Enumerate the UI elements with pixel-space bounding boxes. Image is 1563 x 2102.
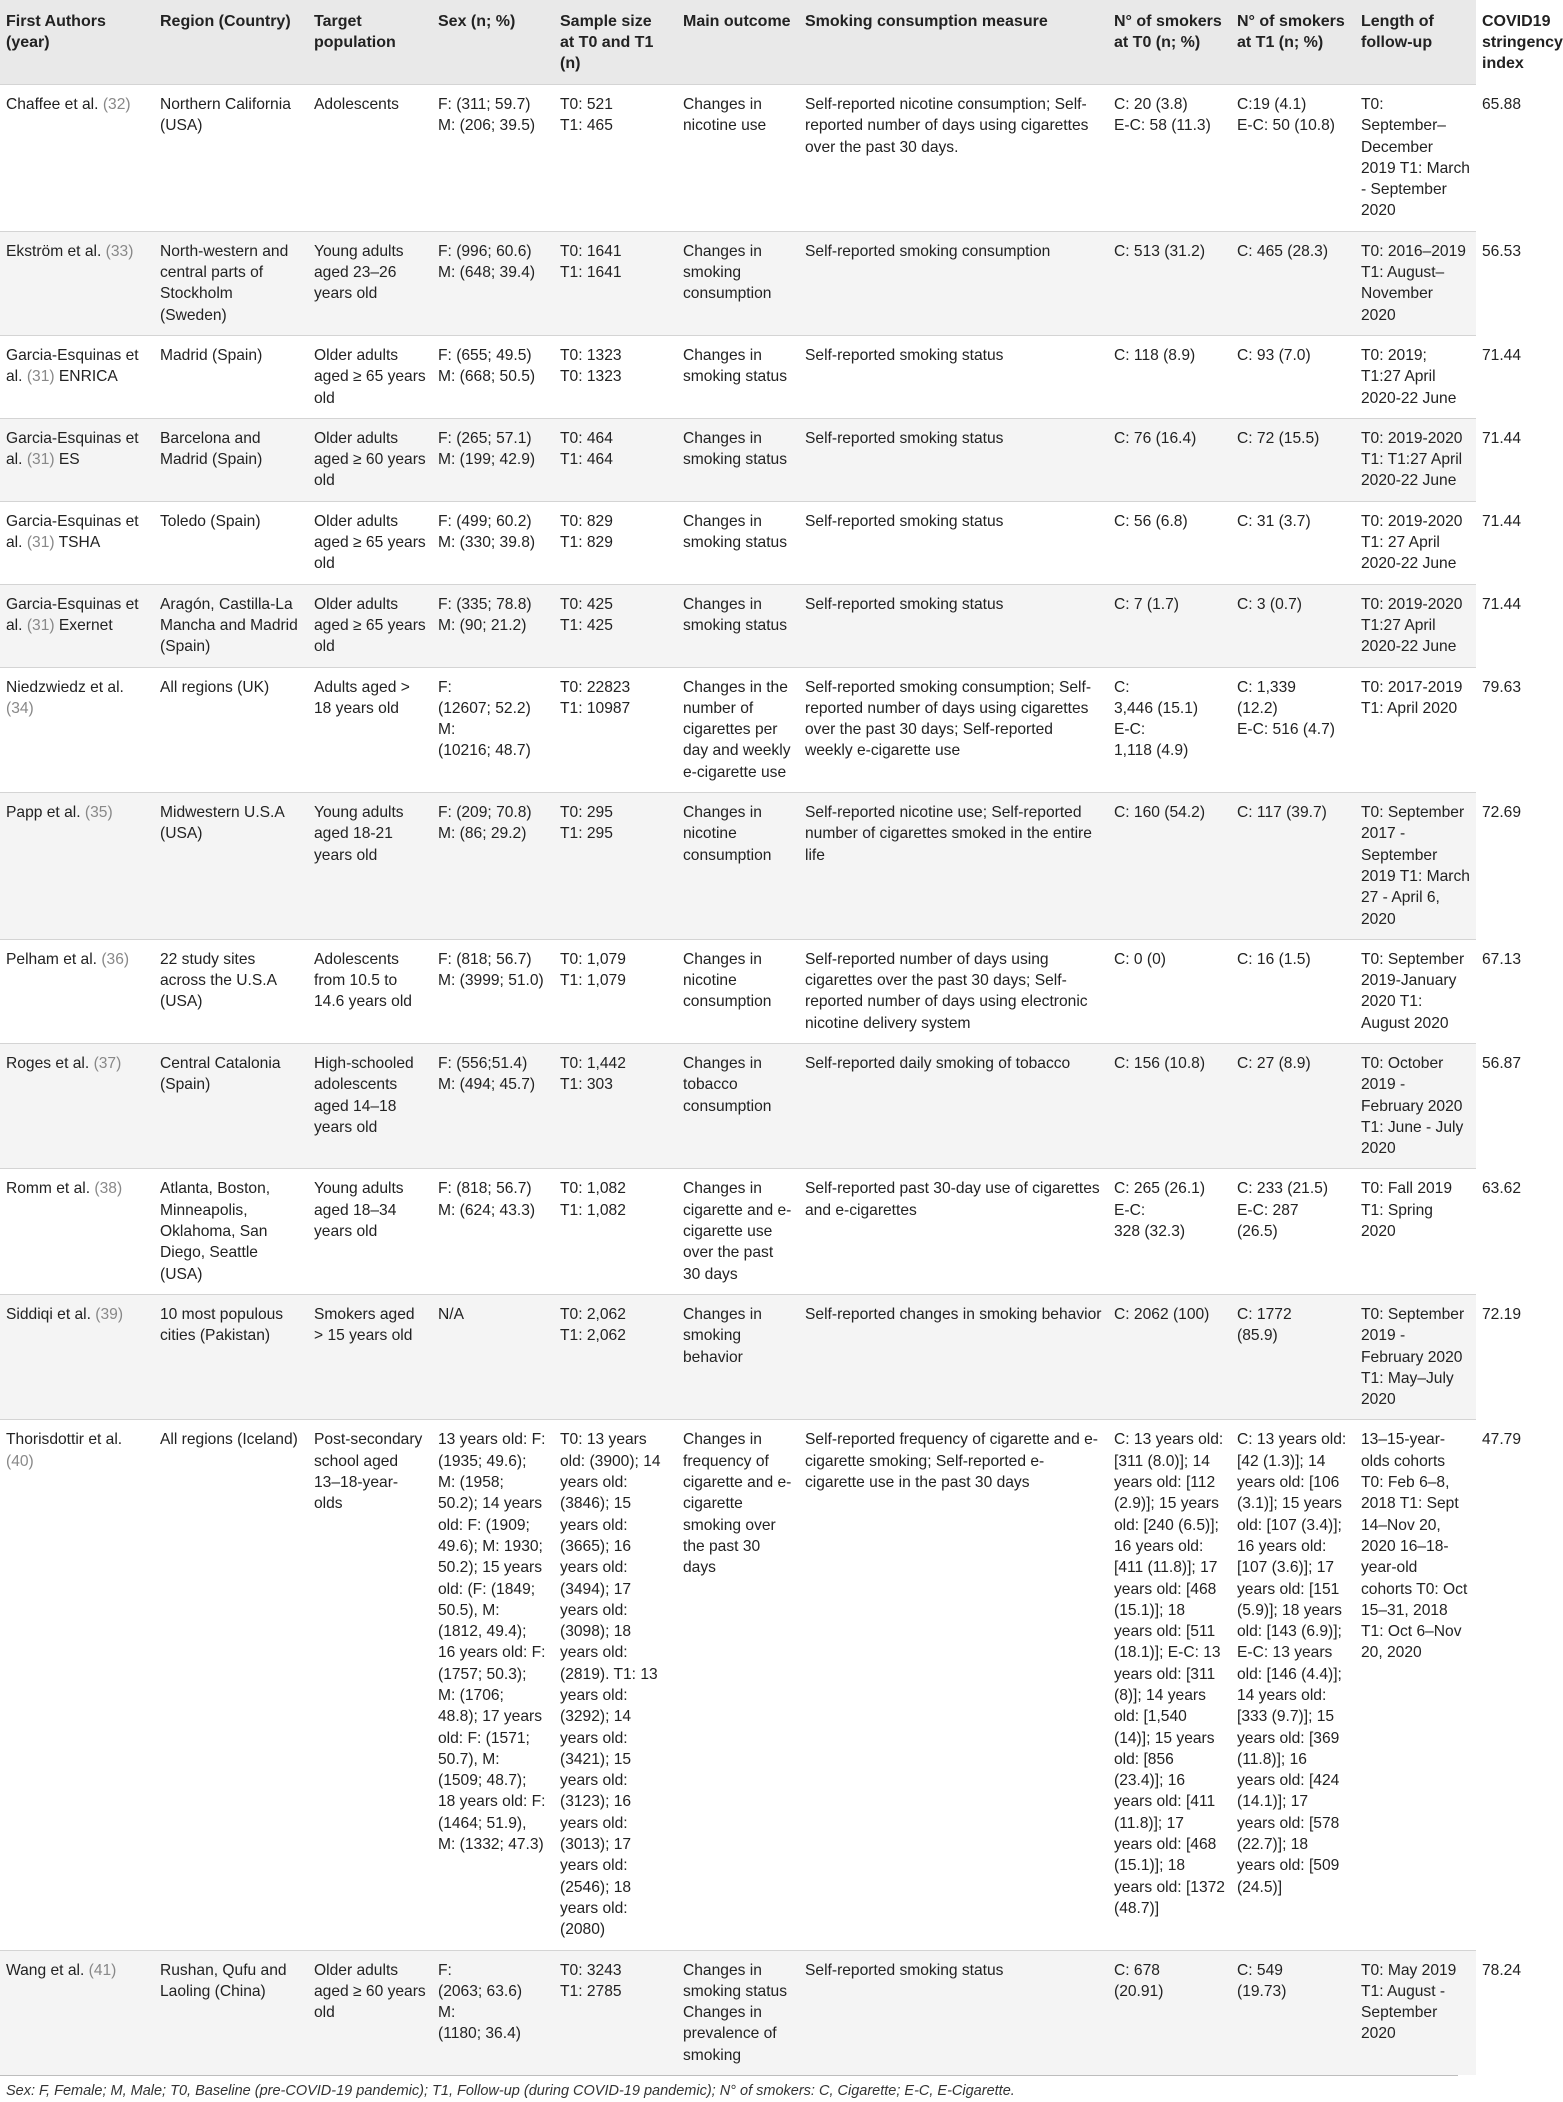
smokers-t1-cell: C: 3 (0.7) (1231, 584, 1355, 667)
outcome-cell: Changes in nicotine consumption (677, 939, 799, 1043)
region-cell: Toledo (Spain) (154, 501, 308, 584)
smokers-t1-cell: C: 117 (39.7) (1231, 793, 1355, 940)
reference-number: (39) (95, 1305, 124, 1323)
table-row: Garcia-Esquinas et al. (31) ENRICA Madrid (Spain) Older adults aged ≥ 65 years old F: (655; 49.5) M: (668; 50.5) T0: 1323 T0: 1323 Changes in smoking status Self-reported smoking status C: 118 (8.9) C: 93 (7.0) T0: 2019; T1:27 April 2020-22 June 71.44 (0, 335, 1476, 418)
region-cell: Atlanta, Boston, Minneapolis, Oklahoma, San Diego, Seattle (USA) (154, 1169, 308, 1294)
table-row: Roges et al. (37) Central Catalonia (Spain) High-schooled adolescents aged 14–18 years old F: (556;51.4) M: (494; 45.7) T0: 1,442 T1: 303 Changes in tobacco consumption Self-reported daily smoking of tobacco C: 156 (10.8) C: 27 (8.9) T0: October 2019 - February 2020 T1: June - July 2020 56.87 (0, 1043, 1476, 1168)
smokers-t1-cell: C: 31 (3.7) (1231, 501, 1355, 584)
sex-cell: F: (12607; 52.2) M: (10216; 48.7) (432, 667, 554, 792)
outcome-cell: Changes in smoking status (677, 418, 799, 501)
column-header: Sex (n; %) (432, 0, 554, 85)
cohort-name: Exernet (58, 616, 113, 634)
sample-size-cell: T0: 295 T1: 295 (554, 793, 677, 940)
reference-number: (35) (84, 804, 113, 822)
follow-up-cell: T0: September 2019-January 2020 T1: August 2020 (1355, 939, 1476, 1043)
reference-number: (34) (6, 699, 34, 717)
measure-cell: Self-reported nicotine consumption; Self-reported number of days using cigarettes over the past 30 days. (799, 85, 1108, 232)
sample-size-cell: T0: 22823 T1: 10987 (554, 667, 677, 792)
reference-number: (38) (94, 1180, 123, 1198)
smokers-t1-cell: C: 93 (7.0) (1231, 335, 1355, 418)
table-row: Papp et al. (35) Midwestern U.S.A (USA) Young adults aged 18-21 years old F: (209; 70.8) M: (86; 29.2) T0: 295 T1: 295 Changes in nicotine consumption Self-reported nicotine use; Self-reported number of cigarettes smoked in the entire life C: 160 (54.2) C: 117 (39.7) T0: September 2017 - September 2019 T1: March 27 - April 6, 2020 72.69 (0, 793, 1476, 940)
population-cell: Young adults aged 18-21 years old (308, 793, 432, 940)
measure-cell: Self-reported daily smoking of tobacco (799, 1043, 1108, 1168)
column-header: Length of follow-up (1355, 0, 1476, 85)
table-body (0, 85, 1522, 2076)
smokers-t0-cell: C: 156 (10.8) (1108, 1043, 1231, 1168)
sex-cell: F: (818; 56.7) M: (624; 43.3) (432, 1169, 554, 1294)
smokers-t1-cell: C:19 (4.1) E-C: 50 (10.8) (1231, 85, 1355, 232)
sample-size-cell: T0: 829 T1: 829 (554, 501, 677, 584)
outcome-cell: Changes in cigarette and e-cigarette use over the past 30 days (677, 1169, 799, 1294)
outcome-cell: Changes in the number of cigarettes per day and weekly e-cigarette use (677, 667, 799, 792)
author-cell (0, 1950, 154, 2075)
follow-up-cell: T0: May 2019 T1: August - September 2020 (1355, 1950, 1476, 2075)
author-cell (0, 501, 154, 584)
population-cell: Older adults aged ≥ 65 years old (308, 501, 432, 584)
sample-size-cell: T0: 13 years old: (3900); 14 years old: (3846); 15 years old: (3665); 16 years old: (3494); 17 years old: (3098); 18 years old: (2819). T1: 13 years old: (3292); 14 years old: (3421); 15 years old: (3123); 16 years old: (3013); 17 years old: (2546); 18 years old: (2080) (554, 1420, 677, 1950)
cohort-name: ES (58, 451, 80, 469)
author-cell (0, 1043, 154, 1168)
author-name: Roges et al. (6, 1054, 90, 1072)
sex-cell: F: (556;51.4) M: (494; 45.7) (432, 1043, 554, 1168)
population-cell: Adults aged > 18 years old (308, 667, 432, 792)
measure-cell: Self-reported smoking status (799, 1950, 1108, 2075)
table-row: Wang et al. (41) Rushan, Qufu and Laoling (China) Older adults aged ≥ 60 years old F: (2063; 63.6) M: (1180; 36.4) T0: 3243 T1: 2785 Changes in smoking status Changes in prevalence of smoking Self-reported smoking status C: 678 (20.91) C: 549 (19.73) T0: May 2019 T1: August - September 2020 78.24 (0, 1950, 1476, 2075)
smokers-t0-cell: C: 56 (6.8) (1108, 501, 1231, 584)
follow-up-cell: T0: 2017-2019 T1: April 2020 (1355, 667, 1476, 792)
sex-cell: F: (996; 60.6) M: (648; 39.4) (432, 231, 554, 335)
reference-number: (31) (26, 616, 55, 634)
sample-size-cell: T0: 425 T1: 425 (554, 584, 677, 667)
smokers-t1-cell: C: 549 (19.73) (1231, 1950, 1355, 2075)
outcome-cell: Changes in nicotine consumption (677, 793, 799, 940)
follow-up-cell: T0: September–December 2019 T1: March - September 2020 (1355, 85, 1476, 232)
table-row: Pelham et al. (36) 22 study sites across the U.S.A (USA) Adolescents from 10.5 to 14.6 years old F: (818; 56.7) M: (3999; 51.0) T0: 1,079 T1: 1,079 Changes in nicotine consumption Self-reported number of days using cigarettes over the past 30 days; Self-reported number of days using electronic nicotine delivery system C: 0 (0) C: 16 (1.5) T0: September 2019-January 2020 T1: August 2020 67.13 (0, 939, 1476, 1043)
sex-cell: 13 years old: F: (1935; 49.6); M: (1958; 50.2); 14 years old: F: (1909; 49.6); M: 1930; 50.2); 15 years old: (F: (1849; 50.5), M: (1812, 49.4); 16 years old: F: (1757; 50.3); M: (1706; 48.8); 17 years old: F: (1571; 50.7), M: (1509; 48.7); 18 years old: F: (1464; 51.9), M: (1332; 47.3) (432, 1420, 554, 1950)
measure-cell: Self-reported smoking status (799, 501, 1108, 584)
sex-cell: F: (311; 59.7) M: (206; 39.5) (432, 85, 554, 232)
population-cell: Smokers aged > 15 years old (308, 1294, 432, 1419)
smokers-t1-cell: C: 72 (15.5) (1231, 418, 1355, 501)
region-cell: All regions (Iceland) (154, 1420, 308, 1950)
outcome-cell: Changes in nicotine use (677, 85, 799, 232)
table-row: Garcia-Esquinas et al. (31) TSHA Toledo (Spain) Older adults aged ≥ 65 years old F: (499; 60.2) M: (330; 39.8) T0: 829 T1: 829 Changes in smoking status Self-reported smoking status C: 56 (6.8) C: 31 (3.7) T0: 2019-2020 T1: 27 April 2020-22 June 71.44 (0, 501, 1476, 584)
outcome-cell: Changes in smoking consumption (677, 231, 799, 335)
sample-size-cell: T0: 2,062 T1: 2,062 (554, 1294, 677, 1419)
sex-cell: F: (655; 49.5) M: (668; 50.5) (432, 335, 554, 418)
reference-number: (31) (26, 534, 55, 552)
smokers-t0-cell: C: 678 (20.91) (1108, 1950, 1231, 2075)
smokers-t1-cell: C: 233 (21.5) E-C: 287 (26.5) (1231, 1169, 1355, 1294)
outcome-cell: Changes in smoking status Changes in prevalence of smoking (677, 1950, 799, 2075)
sample-size-cell: T0: 521 T1: 465 (554, 85, 677, 232)
smokers-t0-cell: C: 160 (54.2) (1108, 793, 1231, 940)
follow-up-cell: T0: 2019-2020 T1: T1:27 April 2020-22 June (1355, 418, 1476, 501)
sex-cell: F: (2063; 63.6) M: (1180; 36.4) (432, 1950, 554, 2075)
author-name: Chaffee et al. (6, 96, 99, 113)
author-name: Garcia-Esquinas et al. (6, 346, 139, 386)
table-bottom-rule (0, 2075, 1458, 2076)
sample-size-cell: T0: 1,079 T1: 1,079 (554, 939, 677, 1043)
author-cell (0, 793, 154, 940)
column-header: N° of smokers at T1 (n; %) (1231, 0, 1355, 85)
author-cell (0, 584, 154, 667)
population-cell: Older adults aged ≥ 65 years old (308, 335, 432, 418)
region-cell: All regions (UK) (154, 667, 308, 792)
measure-cell: Self-reported changes in smoking behavior (799, 1294, 1108, 1419)
outcome-cell: Changes in frequency of cigarette and e-cigarette smoking over the past 30 days (677, 1420, 799, 1950)
follow-up-cell: T0: 2019-2020 T1:27 April 2020-22 June (1355, 584, 1476, 667)
smokers-t0-cell: C: 2062 (100) (1108, 1294, 1231, 1419)
follow-up-cell: T0: 2019-2020 T1: 27 April 2020-22 June (1355, 501, 1476, 584)
follow-up-cell: T0: September 2017 - September 2019 T1: March 27 - April 6, 2020 (1355, 793, 1476, 940)
follow-up-cell: 13–15-year-olds cohorts T0: Feb 6–8, 2018 T1: Sept 14–Nov 20, 2020 16–18-year-old cohorts T0: Oct 15–31, 2018 T1: Oct 6–Nov 20, 2020 (1355, 1420, 1476, 1950)
smokers-t0-cell: C: 13 years old: [311 (8.0)]; 14 years old: [112 (2.9)]; 15 years old: [240 (6.5)]; 16 years old: [411 (11.8)]; 17 years old: [468 (15.1)]; 18 years old: [511 (18.1)]; E-C: 13 years old: [311 (8)]; 14 years old: [1,540 (14)]; 15 years old: [856 (23.4)]; 16 years old: [411 (11.8)]; 17 years old: [468 (15.1)]; 18 years old: [1372 (48.7)] (1108, 1420, 1231, 1950)
table-row: Garcia-Esquinas et al. (31) ES Barcelona and Madrid (Spain) Older adults aged ≥ 60 years old F: (265; 57.1) M: (199; 42.9) T0: 464 T1: 464 Changes in smoking status Self-reported smoking status C: 76 (16.4) C: 72 (15.5) T0: 2019-2020 T1: T1:27 April 2020-22 June 71.44 (0, 418, 1476, 501)
table-header (0, 0, 1563, 85)
author-name: Pelham et al. (6, 950, 98, 968)
region-cell: Northern California (USA) (154, 85, 308, 232)
population-cell: Older adults aged ≥ 65 years old (308, 584, 432, 667)
follow-up-cell: T0: October 2019 - February 2020 T1: June - July 2020 (1355, 1043, 1476, 1168)
reference-number: (36) (101, 950, 130, 968)
table-row: Thorisdottir et al. (40) All regions (Iceland) Post-secondary school aged 13–18-year-olds 13 years old: F: (1935; 49.6); M: (1958; 50.2); 14 years old: F: (1909; 49.6); M: 1930; 50.2); 15 years old: (F: (1849; 50.5), M: (1812, 49.4); 16 years old: F: (1757; 50.3); M: (1706; 48.8); 17 years old: F: (1571; 50.7), M: (1509; 48.7); 18 years old: F: (1464; 51.9), M: (1332; 47.3) T0: 13 years old: (3900); 14 years old: (3846); 15 years old: (3665); 16 years old: (3494); 17 years old: (3098); 18 years old: (2819). T1: 13 years old: (3292); 14 years old: (3421); 15 years old: (3123); 16 years old: (3013); 17 years old: (2546); 18 years old: (2080) Changes in frequency of cigarette and e-cigarette smoking over the past 30 days Self-reported frequency of cigarette and e-cigarette smoking; Self-reported e-cigarette use in the past 30 days C: 13 years old: [311 (8.0)]; 14 years old: [112 (2.9)]; 15 years old: [240 (6.5)]; 16 years old: [411 (11.8)]; 17 years old: [468 (15.1)]; 18 years old: [511 (18.1)]; E-C: 13 years old: [311 (8)]; 14 years old: [1,540 (14)]; 15 years old: [856 (23.4)]; 16 years old: [411 (11.8)]; 17 years old: [468 (15.1)]; 18 years old: [1372 (48.7)] C: 13 years old: [42 (1.3)]; 14 years old: [106 (3.1)]; 15 years old: [107 (3.4)]; 16 years old: [107 (3.6)]; 17 years old: [151 (5.9)]; 18 years old: [143 (6.9)]; E-C: 13 years old: [146 (4.4)]; 14 years old: [333 (9.7)]; 15 years old: [369 (11.8)]; 16 years old: [424 (14.1)]; 17 years old: [578 (22.7)]; 18 years old: [509 (24.5)] 13–15-year-olds cohorts T0: Feb 6–8, 2018 T1: Sept 14–Nov 20, 2020 16–18-year-old cohorts T0: Oct 15–31, 2018 T1: Oct 6–Nov 20, 2020 47.79 (0, 1420, 1476, 1950)
reference-number: (40) (6, 1452, 34, 1470)
sex-cell: F: (335; 78.8) M: (90; 21.2) (432, 584, 554, 667)
author-name: Siddiqi et al. (6, 1305, 91, 1323)
author-name: Papp et al. (6, 804, 81, 822)
smokers-t0-cell: C: 7 (1.7) (1108, 584, 1231, 667)
author-name: Garcia-Esquinas et al. (6, 512, 139, 552)
author-cell (0, 231, 154, 335)
author-cell (0, 1420, 154, 1950)
region-cell: Barcelona and Madrid (Spain) (154, 418, 308, 501)
smokers-t1-cell: C: 27 (8.9) (1231, 1043, 1355, 1168)
sex-cell: N/A (432, 1294, 554, 1419)
author-cell (0, 667, 154, 792)
reference-number: (41) (88, 1961, 117, 1979)
measure-cell: Self-reported smoking status (799, 584, 1108, 667)
column-header: Target population (308, 0, 432, 85)
table-row: Garcia-Esquinas et al. (31) Exernet Aragón, Castilla-La Mancha and Madrid (Spain) Older adults aged ≥ 65 years old F: (335; 78.8) M: (90; 21.2) T0: 425 T1: 425 Changes in smoking status Self-reported smoking status C: 7 (1.7) C: 3 (0.7) T0: 2019-2020 T1:27 April 2020-22 June 71.44 (0, 584, 1476, 667)
region-cell: 22 study sites across the U.S.A (USA) (154, 939, 308, 1043)
smokers-t1-cell: C: 13 years old: [42 (1.3)]; 14 years old: [106 (3.1)]; 15 years old: [107 (3.4)]; 16 years old: [107 (3.6)]; 17 years old: [151 (5.9)]; 18 years old: [143 (6.9)]; E-C: 13 years old: [146 (4.4)]; 14 years old: [333 (9.7)]; 15 years old: [369 (11.8)]; 16 years old: [424 (14.1)]; 17 years old: [578 (22.7)]; 18 years old: [509 (24.5)] (1231, 1420, 1355, 1950)
table-row: Ekström et al. (33) North-western and central parts of Stockholm (Sweden) Young adults aged 23–26 years old F: (996; 60.6) M: (648; 39.4) T0: 1641 T1: 1641 Changes in smoking consumption Self-reported smoking consumption C: 513 (31.2) C: 465 (28.3) T0: 2016–2019 T1: August–November 2020 56.53 (0, 231, 1476, 335)
author-cell (0, 335, 154, 418)
smokers-t0-cell: C: 0 (0) (1108, 939, 1231, 1043)
smokers-t0-cell: C: 20 (3.8) E-C: 58 (11.3) (1108, 85, 1231, 232)
measure-cell: Self-reported smoking consumption; Self-reported number of days using cigarettes over the past 30 days; Self-reported weekly e-cigarette use (799, 667, 1108, 792)
column-header: N° of smokers at T0 (n; %) (1108, 0, 1231, 85)
cohort-name: TSHA (58, 534, 101, 552)
smokers-t1-cell: C: 1,339 (12.2) E-C: 516 (4.7) (1231, 667, 1355, 792)
outcome-cell: Changes in smoking behavior (677, 1294, 799, 1419)
measure-cell: Self-reported smoking consumption (799, 231, 1108, 335)
measure-cell: Self-reported smoking status (799, 335, 1108, 418)
author-cell (0, 939, 154, 1043)
table-row: Niedzwiedz et al. (34) All regions (UK) Adults aged > 18 years old F: (12607; 52.2) M: (10216; 48.7) T0: 22823 T1: 10987 Changes in the number of cigarettes per day and weekly e-cigarette use Self-reported smoking consumption; Self-reported number of days using cigarettes over the past 30 days; Self-reported weekly e-cigarette use C: 3,446 (15.1) E-C: 1,118 (4.9) C: 1,339 (12.2) E-C: 516 (4.7) T0: 2017-2019 T1: April 2020 79.63 (0, 667, 1476, 792)
column-header: First Authors (year) (0, 0, 154, 85)
sample-size-cell: T0: 1,442 T1: 303 (554, 1043, 677, 1168)
population-cell: Adolescents (308, 85, 432, 232)
column-header: Smoking consumption measure (799, 0, 1108, 85)
follow-up-cell: T0: Fall 2019 T1: Spring 2020 (1355, 1169, 1476, 1294)
author-cell (0, 85, 154, 232)
measure-cell: Self-reported past 30-day use of cigarettes and e-cigarettes (799, 1169, 1108, 1294)
author-cell (0, 1294, 154, 1419)
follow-up-cell: T0: September 2019 - February 2020 T1: May–July 2020 (1355, 1294, 1476, 1419)
region-cell: Central Catalonia (Spain) (154, 1043, 308, 1168)
population-cell: Young adults aged 23–26 years old (308, 231, 432, 335)
region-cell: 10 most populous cities (Pakistan) (154, 1294, 308, 1419)
outcome-cell: Changes in smoking status (677, 501, 799, 584)
smokers-t0-cell: C: 265 (26.1) E-C: 328 (32.3) (1108, 1169, 1231, 1294)
author-name: Garcia-Esquinas et al. (6, 429, 139, 469)
author-name: Ekström et al. (6, 242, 102, 260)
reference-number: (33) (105, 242, 134, 260)
reference-number: (37) (93, 1054, 122, 1072)
author-name: Romm et al. (6, 1180, 91, 1198)
region-cell: North-western and central parts of Stockholm (Sweden) (154, 231, 308, 335)
smokers-t1-cell: C: 16 (1.5) (1231, 939, 1355, 1043)
sex-cell: F: (499; 60.2) M: (330; 39.8) (432, 501, 554, 584)
table-row: Chaffee et al. (32) Northern California (USA) Adolescents F: (311; 59.7) M: (206; 39.5) T0: 521 T1: 465 Changes in nicotine use Self-reported nicotine consumption; Self-reported number of days using cigarettes over the past 30 days. C: 20 (3.8) E-C: 58 (11.3) C:19 (4.1) E-C: 50 (10.8) T0: September–December 2019 T1: March - September 2020 65.88 (0, 85, 1476, 232)
reference-number: (31) (26, 368, 55, 386)
outcome-cell: Changes in smoking status (677, 584, 799, 667)
smokers-t0-cell: C: 118 (8.9) (1108, 335, 1231, 418)
smokers-t0-cell: C: 513 (31.2) (1108, 231, 1231, 335)
sample-size-cell: T0: 464 T1: 464 (554, 418, 677, 501)
author-cell (0, 1169, 154, 1294)
sex-cell: F: (209; 70.8) M: (86; 29.2) (432, 793, 554, 940)
sex-cell: F: (265; 57.1) M: (199; 42.9) (432, 418, 554, 501)
measure-cell: Self-reported nicotine use; Self-reported number of cigarettes smoked in the entire life (799, 793, 1108, 940)
author-name: Wang et al. (6, 1961, 85, 1979)
measure-cell: Self-reported smoking status (799, 418, 1108, 501)
region-cell: Midwestern U.S.A (USA) (154, 793, 308, 940)
region-cell: Rushan, Qufu and Laoling (China) (154, 1950, 308, 2075)
measure-cell: Self-reported number of days using cigarettes over the past 30 days; Self-reported number of days using electronic nicotine delivery system (799, 939, 1108, 1043)
author-cell (0, 418, 154, 501)
smokers-t1-cell: C: 465 (28.3) (1231, 231, 1355, 335)
region-cell: Madrid (Spain) (154, 335, 308, 418)
outcome-cell: Changes in smoking status (677, 335, 799, 418)
sample-size-cell: T0: 1,082 T1: 1,082 (554, 1169, 677, 1294)
column-header: Region (Country) (154, 0, 308, 85)
reference-number: (31) (26, 451, 55, 469)
column-header: Main outcome (677, 0, 799, 85)
population-cell: Older adults aged ≥ 60 years old (308, 418, 432, 501)
sex-cell: F: (818; 56.7) M: (3999; 51.0) (432, 939, 554, 1043)
follow-up-cell: T0: 2019; T1:27 April 2020-22 June (1355, 335, 1476, 418)
sample-size-cell: T0: 3243 T1: 2785 (554, 1950, 677, 2075)
table-row: Romm et al. (38) Atlanta, Boston, Minneapolis, Oklahoma, San Diego, Seattle (USA) Young adults aged 18–34 years old F: (818; 56.7) M: (624; 43.3) T0: 1,082 T1: 1,082 Changes in cigarette and e-cigarette use over the past 30 days Self-reported past 30-day use of cigarettes and e-cigarettes C: 265 (26.1) E-C: 328 (32.3) C: 233 (21.5) E-C: 287 (26.5) T0: Fall 2019 T1: Spring 2020 63.62 (0, 1169, 1476, 1294)
column-header: Sample size at T0 and T1 (n) (554, 0, 677, 85)
population-cell: High-schooled adolescents aged 14–18 years old (308, 1043, 432, 1168)
population-cell: Older adults aged ≥ 60 years old (308, 1950, 432, 2075)
reference-number: (32) (102, 96, 131, 113)
smokers-t1-cell: C: 1772 (85.9) (1231, 1294, 1355, 1419)
cohort-name: ENRICA (58, 368, 118, 386)
header-row: First Authors (year) Region (Country) Target population Sex (n; %) Sample size at T0 and T1 (n) Main outcome Smoking consumption measure N° of smokers at T0 (n; %) N° of smokers at T1 (n; %) Length of follow-up COVID19 stringency index (0, 0, 1476, 85)
measure-cell: Self-reported frequency of cigarette and e-cigarette smoking; Self-reported e-cigarette use in the past 30 days (799, 1420, 1108, 1950)
outcome-cell: Changes in tobacco consumption (677, 1043, 799, 1168)
population-cell: Young adults aged 18–34 years old (308, 1169, 432, 1294)
smokers-t0-cell: C: 3,446 (15.1) E-C: 1,118 (4.9) (1108, 667, 1231, 792)
follow-up-cell: T0: 2016–2019 T1: August–November 2020 (1355, 231, 1476, 335)
population-cell: Adolescents from 10.5 to 14.6 years old (308, 939, 432, 1043)
sample-size-cell: T0: 1641 T1: 1641 (554, 231, 677, 335)
sample-size-cell: T0: 1323 T0: 1323 (554, 335, 677, 418)
region-cell: Aragón, Castilla-La Mancha and Madrid (Spain) (154, 584, 308, 667)
author-name: Niedzwiedz et al. (6, 678, 124, 696)
table-row: Siddiqi et al. (39) 10 most populous cities (Pakistan) Smokers aged > 15 years old N/A T0: 2,062 T1: 2,062 Changes in smoking behavior Self-reported changes in smoking behavior C: 2062 (100) C: 1772 (85.9) T0: September 2019 - February 2020 T1: May–July 2020 72.19 (0, 1294, 1476, 1419)
author-name: Garcia-Esquinas et al. (6, 595, 139, 634)
table-footnote: Sex: F, Female; M, Male; T0, Baseline (pre-COVID-19 pandemic); T1, Follow-up (during COVID-19 pandemic); N° of smokers: C, Cigarette; E-C, E-Cigarette. (6, 2083, 1015, 2100)
smokers-t0-cell: C: 76 (16.4) (1108, 418, 1231, 501)
population-cell: Post-secondary school aged 13–18-year-olds (308, 1420, 432, 1950)
author-name: Thorisdottir et al. (6, 1431, 123, 1449)
